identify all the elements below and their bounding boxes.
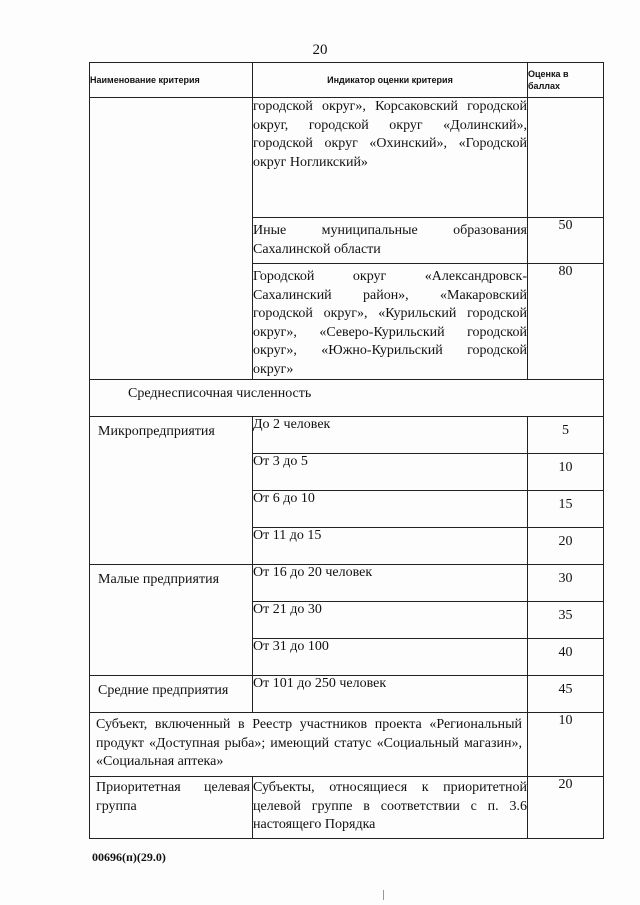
micro-score-4: 20 [528,528,604,565]
territory-continued-score [528,98,604,218]
document-code: 00696(п)(29.0) [92,850,166,864]
territory-name-cell [90,98,253,380]
remote-municipalities-cell: Городской округ «Александровск-Сахалинский район», «Макаровский городской округ», «Курильский городской округ», «Северо-Курильский городской округ», «Южно-Курильский городской округ» [253,264,528,380]
territory-continued-cell: городской округ», Корсаковский городской округ, городской округ «Долинский», городской округ «Охинский», «Городской округ Ногликский» [253,98,528,218]
table-row [90,417,604,454]
small-enterprises-label: Малые предприятия [90,565,253,676]
small-range-2: От 21 до 30 [253,602,528,639]
priority-group-score: 20 [528,777,604,839]
micro-range-4: От 11 до 15 [253,528,528,565]
medium-score-1: 45 [528,676,604,713]
micro-range-2: От 3 до 5 [253,454,528,491]
small-score-1: 30 [528,565,604,602]
criteria-table [89,62,604,839]
small-score-3: 40 [528,639,604,676]
table-row [90,676,604,713]
micro-enterprises-label: Микропредприятия [90,417,253,565]
other-municipalities-cell: Иные муниципальные образования Сахалинской области [253,218,528,264]
micro-score-2: 10 [528,454,604,491]
table-row [90,777,604,839]
priority-group-label: Приоритетная целевая группа [90,777,253,839]
medium-enterprises-label: Средние предприятия [90,676,253,713]
micro-range-1: До 2 человек [253,417,528,454]
micro-range-3: От 6 до 10 [253,491,528,528]
table-row [90,98,604,218]
small-score-2: 35 [528,602,604,639]
micro-score-3: 15 [528,491,604,528]
table-row [90,565,604,602]
table-row [90,713,604,777]
headcount-section-title: Среднесписочная численность [90,380,604,417]
header-score: Оценка в баллах [528,63,604,98]
small-range-1: От 16 до 20 человек [253,565,528,602]
micro-score-1: 5 [528,417,604,454]
header-criterion-name: Наименование критерия [90,63,253,98]
header-indicator: Индикатор оценки критерия [253,63,528,98]
other-municipalities-score: 50 [528,218,604,264]
page-number: 20 [312,42,328,58]
table-header-row [90,63,604,98]
fold-mark [383,890,384,900]
priority-group-indicator: Субъекты, относящиеся к приоритетной целевой группе в соответствии с п. 3.6 настоящего Порядка [253,777,528,839]
table-row [90,380,604,417]
medium-range-1: От 101 до 250 человек [253,676,528,713]
remote-municipalities-score: 80 [528,264,604,380]
registry-subject-cell: Субъект, включенный в Реестр участников проекта «Региональный продукт «Доступная рыба»; имеющий статус «Социальный магазин», «Социальная аптека» [90,713,528,777]
small-range-3: От 31 до 100 [253,639,528,676]
registry-subject-score: 10 [528,713,604,777]
